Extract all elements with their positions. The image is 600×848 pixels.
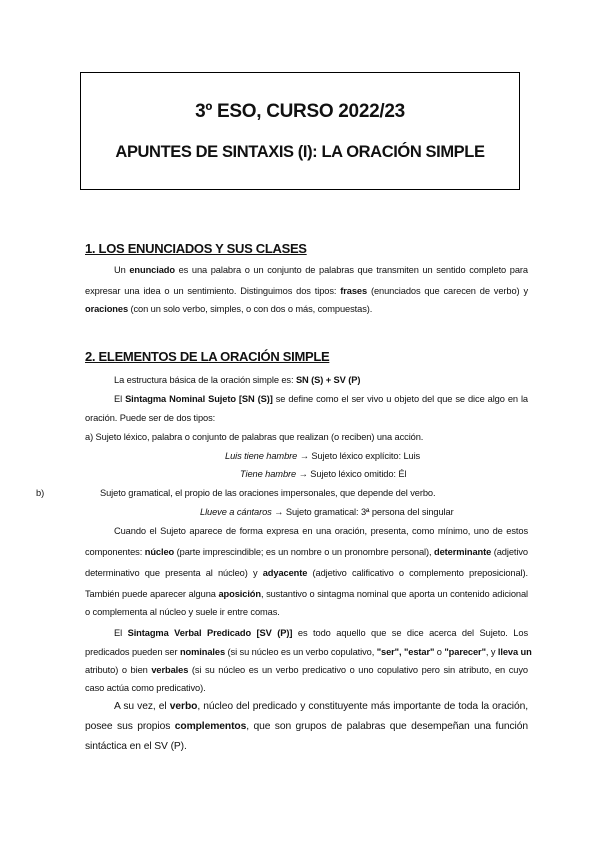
subject-definition-line-1: El Sintagma Nominal Sujeto [SN (S)] se define como el ser vivo u objeto del que se dice algo en la [114,394,528,404]
document-subtitle: APUNTES DE SINTAXIS (I): LA ORACIÓN SIMPLE [115,143,485,161]
basic-structure-line: La estructura básica de la oración simple es: SN (S) + SV (P) [114,375,361,385]
predicate-line-3: atributo) o bien verbales (si su núcleo es un verbo predicativo o uno copulativo pero sin atributo, en cuyo [85,665,528,675]
section-1-line-3: oraciones (con un solo verbo, simples, o con dos o más, compuestas). [85,304,373,314]
title-box [80,72,520,190]
verb-line-3: sintáctica en el SV (P). [85,741,187,752]
predicate-line-2: predicados pueden ser nominales (si su núcleo es un verbo copulativo, "ser", "estar" o "parecer", y lleva un [85,647,532,657]
document-title: 3º ESO, CURSO 2022/23 [195,101,405,122]
example-explicit-subject: Luis tiene hambre → Sujeto léxico explícito: Luis [225,451,421,461]
verb-line-2: posee sus propios complementos, que son grupos de palabras que desempeñan una función [85,721,528,732]
section-1-heading: 1. LOS ENUNCIADOS Y SUS CLASES [85,241,307,256]
subject-components-line-2: componentes: núcleo (parte imprescindible; es un nombre o un pronombre personal), determinante (adjetivo [85,547,528,557]
list-item-b-label: b) [36,488,45,498]
section-1-line-1: Un enunciado es una palabra o un conjunto de palabras que transmiten un sentido completo para [114,265,528,275]
example-omitted-subject: Tiene hambre → Sujeto léxico omitido: Él [240,469,407,479]
subject-components-line-4: También puede aparecer alguna aposición, sustantivo o sintagma nominal que aporta un contenido adicional [85,589,529,599]
subject-components-line-3: determinativo que presenta al núcleo) y adyacente (adjetivo calificativo o complemento preposicional). [85,568,528,578]
example-grammatical-subject: Llueve a cántaros → Sujeto gramatical: 3ª persona del singular [200,507,454,517]
section-2-heading: 2. ELEMENTOS DE LA ORACIÓN SIMPLE [85,349,330,364]
list-item-b-text: Sujeto gramatical, el propio de las oraciones impersonales, que depende del verbo. [100,488,436,498]
subject-definition-line-2: oración. Puede ser de dos tipos: [85,413,216,423]
subject-components-line-5: o complementa al núcleo y suele ir entre comas. [85,607,280,617]
list-item-a: a) Sujeto léxico, palabra o conjunto de palabras que realizan (o reciben) una acción. [85,432,424,442]
subject-components-line-1: Cuando el Sujeto aparece de forma expresa en una oración, presenta, como mínimo, uno de estos [114,526,528,536]
predicate-line-1: El Sintagma Verbal Predicado [SV (P)] es todo aquello que se dice acerca del Sujeto. Los [114,628,528,638]
predicate-line-4: caso actúa como predicativo). [85,683,206,693]
verb-line-1: A su vez, el verbo, núcleo del predicado y constituyente más importante de toda la oración, [114,701,529,712]
section-1-line-2: expresar una idea o un sentimiento. Distinguimos dos tipos: frases (enunciados que carecen de verbo) y [85,286,528,296]
